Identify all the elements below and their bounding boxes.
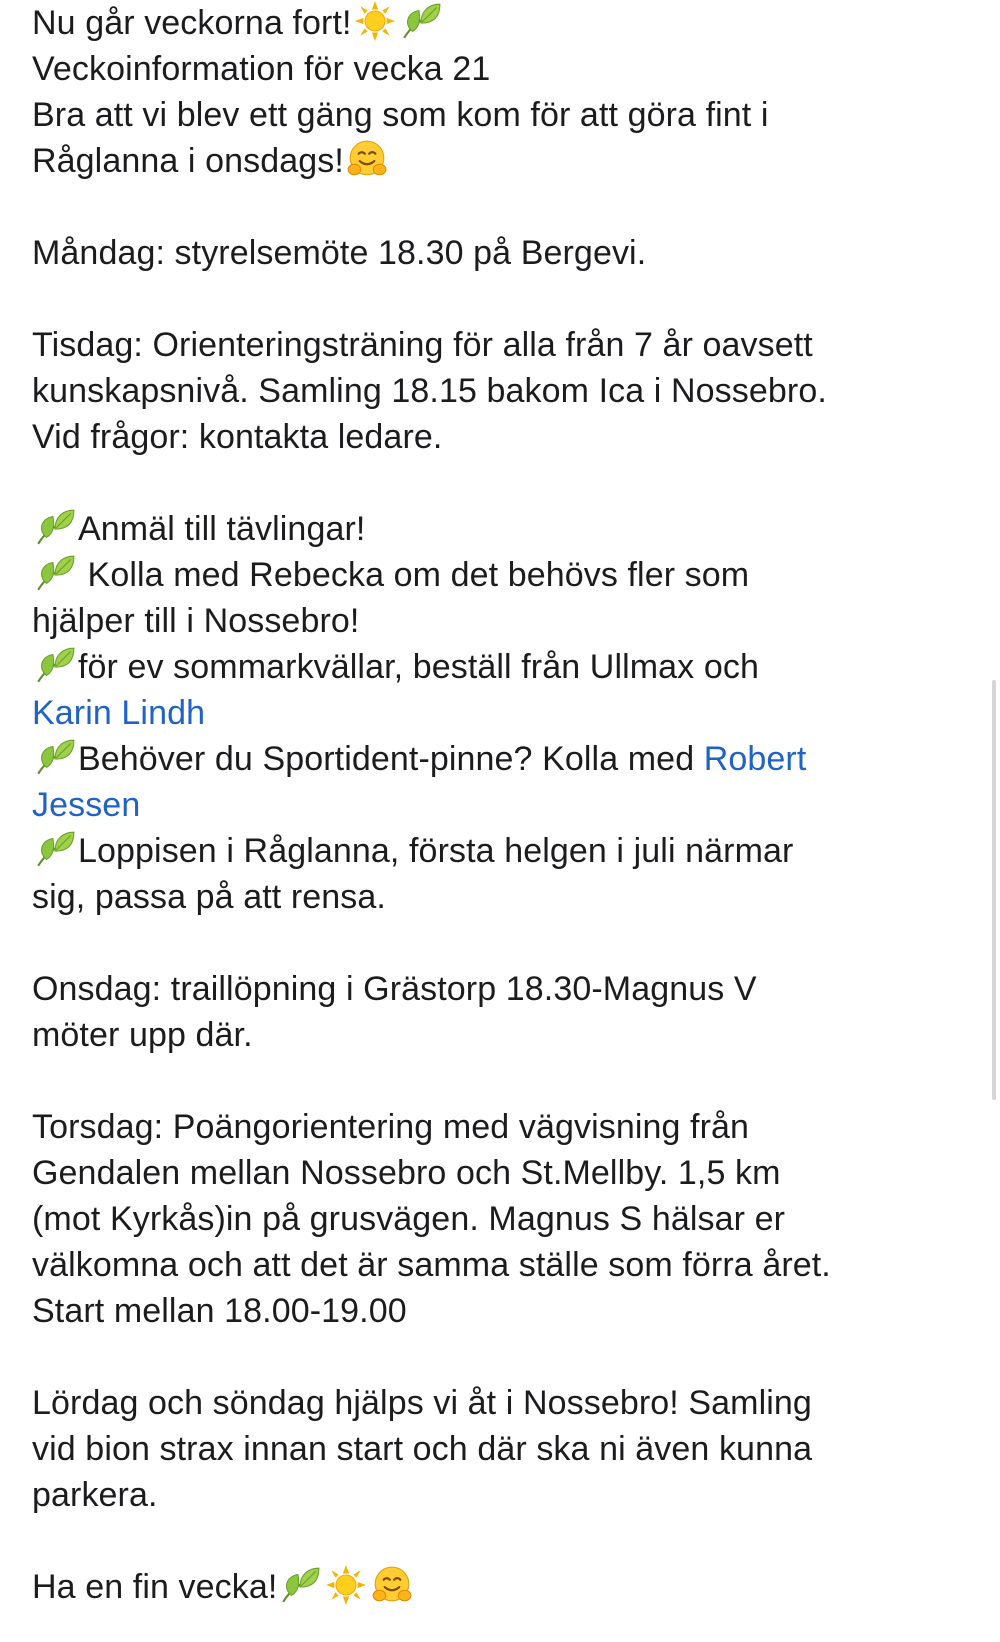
- message-text: Torsdag: Poängorientering med vägvisning från: [32, 1108, 750, 1146]
- message-line: [32, 690, 962, 736]
- message-line: [32, 1472, 962, 1518]
- message-line: [32, 230, 962, 276]
- message-text: Veckoinformation för vecka 21: [32, 50, 491, 88]
- message-text: Kolla med Rebecka om det behövs fler som: [78, 556, 750, 594]
- message-text: Måndag: styrelsemöte 18.30 på Bergevi.: [32, 234, 647, 272]
- message-text: Anmäl till tävlingar!: [78, 510, 366, 548]
- message-line: [32, 828, 962, 874]
- message-line: [32, 414, 962, 460]
- message-line: [32, 1564, 962, 1610]
- hugging-face-icon: [346, 138, 388, 180]
- mention-link-karin-lindh[interactable]: Karin Lindh: [32, 694, 206, 732]
- scrollbar[interactable]: [992, 680, 996, 1100]
- mention-link-robert-jessen[interactable]: Jessen: [32, 786, 141, 824]
- message-line: [32, 966, 962, 1012]
- message-text: Gendalen mellan Nossebro och St.Mellby. 1,5 km: [32, 1154, 781, 1192]
- spacer: [32, 460, 962, 506]
- mention-link-robert-jessen[interactable]: Robert: [703, 740, 807, 778]
- message-text: Ha en fin vecka!: [32, 1568, 278, 1606]
- message-line: [32, 1104, 962, 1150]
- message-text: Vid frågor: kontakta ledare.: [32, 418, 443, 456]
- message-line: [32, 1288, 962, 1334]
- message-text: Råglanna i onsdags!: [32, 142, 344, 180]
- message-text: Nu går veckorna fort!: [32, 4, 352, 42]
- message-line: [32, 1012, 962, 1058]
- message-text: Start mellan 18.00-19.00: [32, 1292, 407, 1330]
- leaf-icon: [34, 644, 76, 686]
- message-line: [32, 322, 962, 368]
- spacer: [32, 920, 962, 966]
- message-line: [32, 138, 962, 184]
- leaf-icon: [279, 1564, 321, 1606]
- message-line: [32, 552, 962, 598]
- message-line: [32, 1380, 962, 1426]
- message-line: [32, 1426, 962, 1472]
- message-line: [32, 46, 962, 92]
- message-line: [32, 0, 962, 46]
- leaf-icon: [34, 506, 76, 548]
- message-text: (mot Kyrkås)in på grusvägen. Magnus S hälsar er: [32, 1200, 786, 1238]
- spacer: [32, 184, 962, 230]
- message-line: [32, 1150, 962, 1196]
- spacer: [32, 1334, 962, 1380]
- spacer: [32, 1518, 962, 1564]
- message-text: Tisdag: Orienteringsträning för alla från 7 år oavsett: [32, 326, 813, 364]
- message-text: Bra att vi blev ett gäng som kom för att göra fint i: [32, 96, 769, 134]
- message-line: [32, 736, 962, 782]
- message-text: Lördag och söndag hjälps vi åt i Nossebro! Samling: [32, 1384, 812, 1422]
- message-text: möter upp där.: [32, 1016, 253, 1054]
- message-line: [32, 598, 962, 644]
- message-line: [32, 644, 962, 690]
- message-line: [32, 506, 962, 552]
- message-text: vid bion strax innan start och där ska ni även kunna: [32, 1430, 813, 1468]
- sun-icon: [354, 0, 396, 42]
- message-text: Onsdag: traillöpning i Grästorp 18.30-Magnus V: [32, 970, 757, 1008]
- message-text: Behöver du Sportident-pinne? Kolla med: [78, 740, 704, 778]
- message-text: kunskapsnivå. Samling 18.15 bakom Ica i Nossebro.: [32, 372, 827, 410]
- message-text: parkera.: [32, 1476, 158, 1514]
- message-line: [32, 1196, 962, 1242]
- message-body: [32, 0, 962, 1610]
- message-text: välkomna och att det är samma ställe som förra året.: [32, 1246, 831, 1284]
- message-text: hjälper till i Nossebro!: [32, 602, 360, 640]
- message-text: Loppisen i Råglanna, första helgen i juli närmar: [78, 832, 794, 870]
- spacer: [32, 276, 962, 322]
- message-line: [32, 782, 962, 828]
- leaf-icon: [34, 552, 76, 594]
- message-text: för ev sommarkvällar, beställ från Ullmax och: [78, 648, 759, 686]
- message-line: [32, 368, 962, 414]
- leaf-icon: [34, 828, 76, 870]
- message-line: [32, 1242, 962, 1288]
- leaf-icon: [34, 736, 76, 778]
- message-line: [32, 874, 962, 920]
- spacer: [32, 1058, 962, 1104]
- message-text: sig, passa på att rensa.: [32, 878, 386, 916]
- message-line: [32, 92, 962, 138]
- leaf-icon: [400, 0, 442, 42]
- hugging-face-icon: [371, 1564, 413, 1606]
- sun-icon: [325, 1564, 367, 1606]
